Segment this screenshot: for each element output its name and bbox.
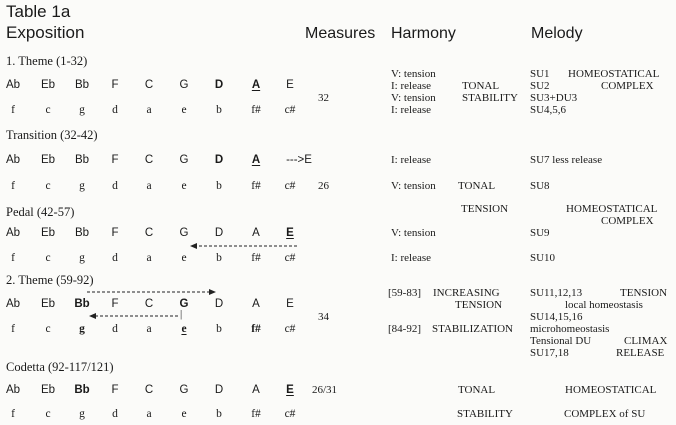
minor-key-cell: c# bbox=[284, 180, 296, 192]
major-key-cell: E bbox=[286, 79, 294, 91]
harmony-line: [59-83] bbox=[388, 287, 421, 299]
melody-summary: COMPLEX bbox=[601, 215, 654, 227]
melody-line: SU9 bbox=[530, 227, 550, 239]
minor-key-cell: a bbox=[146, 252, 152, 264]
melody-summary: TENSION bbox=[620, 287, 668, 299]
harmony-summary: TENSION bbox=[455, 299, 503, 311]
minor-key-cell: c# bbox=[284, 252, 296, 264]
melody-summary: COMPLEX bbox=[601, 80, 654, 92]
melody-line: SU7 less release bbox=[530, 154, 603, 166]
minor-key-cell: f bbox=[11, 408, 15, 420]
section-label-pedal: Pedal (42-57) bbox=[6, 205, 75, 219]
measures-value: 26/31 bbox=[312, 384, 338, 396]
arrow-mark: | bbox=[180, 308, 183, 320]
major-key-cell: Bb bbox=[74, 79, 90, 91]
major-key-cell: --->E bbox=[286, 154, 312, 166]
melody-line: SU17,18 bbox=[530, 347, 569, 359]
section-label-codetta: Codetta (92-117/121) bbox=[6, 360, 114, 374]
minor-key-cell: d bbox=[112, 323, 118, 335]
major-key-cell: E bbox=[286, 384, 294, 396]
minor-key-cell: c bbox=[45, 323, 51, 335]
major-key-cell: C bbox=[144, 227, 154, 239]
column-header-melody: Melody bbox=[531, 25, 583, 42]
melody-line: local homeostasis bbox=[565, 299, 643, 311]
minor-key-cell: c bbox=[45, 104, 51, 116]
minor-key-cell: b bbox=[216, 408, 222, 420]
minor-key-cell: f# bbox=[251, 408, 261, 420]
major-key-cell: Bb bbox=[74, 298, 90, 310]
major-key-cell: D bbox=[214, 227, 224, 239]
major-key-cell: A bbox=[251, 154, 261, 166]
measures-value: 34 bbox=[318, 311, 329, 323]
major-key-cell: Eb bbox=[40, 384, 56, 396]
major-key-cell: G bbox=[179, 227, 189, 239]
harmony-summary: STABILIZATION bbox=[432, 323, 513, 335]
section-title: Exposition bbox=[6, 23, 85, 42]
minor-key-cell: c bbox=[45, 252, 51, 264]
major-key-cell: D bbox=[214, 384, 224, 396]
melody-summary: HOMEOSTATICAL bbox=[568, 68, 660, 80]
major-key-cell: C bbox=[144, 154, 154, 166]
melody-line: SU2 bbox=[530, 80, 550, 92]
minor-key-cell: b bbox=[216, 104, 222, 116]
melody-line: SU1 bbox=[530, 68, 550, 80]
section-label-theme-2: 2. Theme (59-92) bbox=[6, 273, 94, 287]
harmony-summary: INCREASING bbox=[433, 287, 500, 299]
major-key-cell: F bbox=[111, 79, 119, 91]
table-title: Table 1a bbox=[6, 2, 71, 21]
melody-summary: HOMEOSTATICAL bbox=[565, 384, 657, 396]
minor-key-cell: d bbox=[112, 408, 118, 420]
major-key-cell: Ab bbox=[5, 227, 21, 239]
minor-key-cell: e bbox=[181, 408, 187, 420]
minor-key-cell: f# bbox=[251, 180, 261, 192]
major-key-cell: F bbox=[111, 154, 119, 166]
minor-key-cell: e bbox=[181, 323, 187, 335]
harmony-summary: STABILITY bbox=[462, 92, 518, 104]
melody-line: microhomeostasis bbox=[530, 323, 610, 335]
minor-key-cell: c# bbox=[284, 104, 296, 116]
harmony-summary: TENSION bbox=[461, 203, 509, 215]
major-key-cell: F bbox=[111, 384, 119, 396]
major-key-cell: F bbox=[111, 298, 119, 310]
minor-key-cell: g bbox=[79, 408, 85, 420]
minor-key-cell: c# bbox=[284, 408, 296, 420]
melody-line: SU11,12,13 bbox=[530, 287, 583, 299]
minor-key-cell: d bbox=[112, 180, 118, 192]
minor-key-cell: c bbox=[45, 408, 51, 420]
melody-summary: COMPLEX of SU bbox=[564, 408, 646, 420]
major-key-cell: Ab bbox=[5, 298, 21, 310]
harmony-line: I: release bbox=[391, 80, 431, 92]
minor-key-cell: d bbox=[112, 104, 118, 116]
major-key-cell: C bbox=[144, 298, 154, 310]
major-key-cell: Bb bbox=[74, 154, 90, 166]
measures-value: 26 bbox=[318, 180, 329, 192]
minor-key-cell: d bbox=[112, 252, 118, 264]
minor-key-cell: f# bbox=[251, 323, 261, 335]
major-key-cell: A bbox=[252, 384, 260, 396]
harmony-line: I: release bbox=[391, 104, 431, 116]
major-key-cell: G bbox=[179, 154, 189, 166]
harmony-summary: STABILITY bbox=[457, 408, 513, 420]
major-key-cell: Eb bbox=[40, 79, 56, 91]
harmony-line: [84-92] bbox=[388, 323, 421, 335]
major-key-cell: G bbox=[179, 79, 189, 91]
minor-key-cell: c# bbox=[284, 323, 296, 335]
major-key-cell: F bbox=[111, 227, 119, 239]
minor-key-cell: f# bbox=[251, 252, 261, 264]
minor-key-cell: f# bbox=[251, 104, 261, 116]
minor-key-cell: f bbox=[11, 252, 15, 264]
minor-key-cell: e bbox=[181, 252, 187, 264]
minor-key-cell: b bbox=[216, 252, 222, 264]
melody-line: SU3+DU3 bbox=[530, 92, 578, 104]
major-key-cell: E bbox=[286, 298, 294, 310]
major-key-cell: C bbox=[144, 384, 154, 396]
melody-line: Tensional DU bbox=[530, 335, 592, 347]
melody-summary: HOMEOSTATICAL bbox=[566, 203, 658, 215]
minor-key-cell: f bbox=[11, 104, 15, 116]
harmony-line: I: release bbox=[391, 252, 431, 264]
major-key-cell: Eb bbox=[40, 227, 56, 239]
minor-key-cell: g bbox=[79, 323, 85, 335]
major-key-cell: Bb bbox=[74, 227, 90, 239]
minor-key-cell: b bbox=[216, 323, 222, 335]
minor-key-cell: a bbox=[146, 323, 152, 335]
melody-line: SU14,15,16 bbox=[530, 311, 583, 323]
major-key-cell: Eb bbox=[40, 154, 56, 166]
minor-key-cell: a bbox=[146, 408, 152, 420]
major-key-cell: A bbox=[251, 79, 261, 91]
minor-key-cell: g bbox=[79, 180, 85, 192]
major-key-cell: G bbox=[179, 384, 189, 396]
major-key-cell: Ab bbox=[5, 154, 21, 166]
major-key-cell: D bbox=[214, 298, 224, 310]
major-key-cell: A bbox=[252, 227, 260, 239]
melody-line: SU8 bbox=[530, 180, 550, 192]
major-key-cell: C bbox=[144, 79, 154, 91]
minor-key-cell: g bbox=[79, 104, 85, 116]
harmony-line: V: tension bbox=[391, 227, 436, 239]
column-header-harmony: Harmony bbox=[391, 25, 456, 42]
major-key-cell: G bbox=[179, 298, 189, 310]
major-key-cell: Eb bbox=[40, 298, 56, 310]
melody-summary: RELEASE bbox=[616, 347, 665, 359]
measures-value: 32 bbox=[318, 92, 329, 104]
harmony-summary: TONAL bbox=[458, 180, 496, 192]
minor-key-cell: f bbox=[11, 180, 15, 192]
melody-line: SU10 bbox=[530, 252, 556, 264]
major-key-cell: Ab bbox=[5, 384, 21, 396]
harmony-summary: TONAL bbox=[462, 80, 500, 92]
section-label-transition: Transition (32-42) bbox=[6, 128, 98, 142]
major-key-cell: Ab bbox=[5, 79, 21, 91]
major-key-cell: E bbox=[286, 227, 294, 239]
harmony-line: V: tension bbox=[391, 92, 436, 104]
major-key-cell: A bbox=[252, 298, 260, 310]
major-key-cell: D bbox=[214, 79, 224, 91]
column-header-measures: Measures bbox=[305, 25, 376, 42]
harmony-line: V: tension bbox=[391, 68, 436, 80]
minor-key-cell: a bbox=[146, 104, 152, 116]
minor-key-cell: b bbox=[216, 180, 222, 192]
minor-key-cell: a bbox=[146, 180, 152, 192]
harmony-line: V: tension bbox=[391, 180, 436, 192]
melody-summary: CLIMAX bbox=[624, 335, 668, 347]
major-key-cell: D bbox=[214, 154, 224, 166]
section-label-theme-1: 1. Theme (1-32) bbox=[6, 54, 88, 68]
harmony-summary: TONAL bbox=[458, 384, 496, 396]
melody-line: SU4,5,6 bbox=[530, 104, 567, 116]
harmony-line: I: release bbox=[391, 154, 431, 166]
minor-key-cell: f bbox=[11, 323, 15, 335]
major-key-cell: Bb bbox=[74, 384, 90, 396]
minor-key-cell: c bbox=[45, 180, 51, 192]
minor-key-cell: e bbox=[181, 104, 187, 116]
minor-key-cell: e bbox=[181, 180, 187, 192]
minor-key-cell: g bbox=[79, 252, 85, 264]
